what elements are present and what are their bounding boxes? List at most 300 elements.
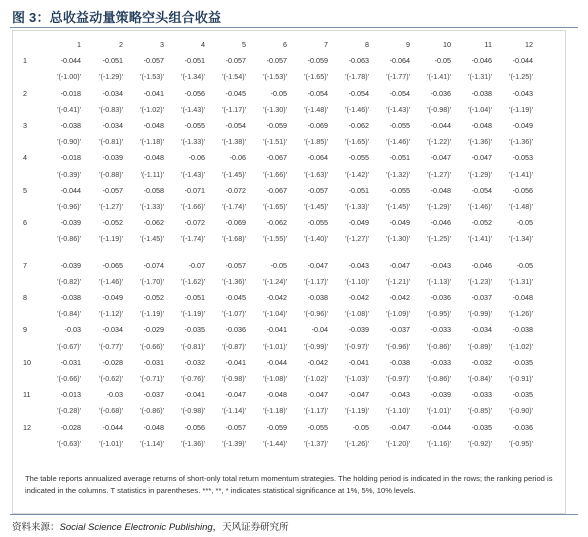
- tstat-cell: '(-1.43)': [386, 104, 410, 114]
- table-row: [13, 183, 565, 199]
- tstat-cell: '(-0.90)': [57, 137, 81, 147]
- cell-pad: [533, 322, 565, 338]
- cell-pad: [533, 420, 565, 436]
- return-cell: -0.045: [225, 293, 246, 303]
- return-cell: -0.054: [389, 88, 410, 98]
- return-cell: -0.036: [225, 325, 246, 335]
- cell-pad: [533, 387, 565, 403]
- tstat-cell: '(-1.46)': [386, 137, 410, 147]
- return-cell: -0.059: [266, 121, 287, 131]
- cell-pad: [533, 403, 565, 419]
- return-cell: -0.048: [143, 121, 164, 131]
- cell-pad: [533, 371, 565, 387]
- tstat-cell: '(-0.76)': [181, 374, 205, 384]
- return-cell: -0.044: [266, 357, 287, 367]
- return-cell: -0.044: [430, 121, 451, 131]
- return-cell: -0.049: [102, 293, 123, 303]
- row-label: 1: [23, 56, 27, 66]
- tstat-cell: '(-1.14)': [140, 438, 164, 448]
- tstat-cell: '(-0.97)': [386, 374, 410, 384]
- row-label-blank: [13, 339, 43, 355]
- tstat-cell: '(-1.33)': [345, 202, 369, 212]
- return-cell: -0.048: [143, 153, 164, 163]
- tstat-cell: '(-1.41)': [468, 234, 492, 244]
- tstat-cell: '(-1.44)': [263, 438, 287, 448]
- tstat-cell: '(-0.81)': [99, 137, 123, 147]
- tstat-cell: '(-1.37)': [304, 438, 328, 448]
- column-header: 6: [283, 40, 287, 49]
- tstat-cell: '(-1.16)': [427, 438, 451, 448]
- return-cell: -0.038: [471, 88, 492, 98]
- tstat-cell: '(-0.87)': [222, 341, 246, 351]
- return-cell: -0.064: [307, 153, 328, 163]
- return-cell: -0.06: [229, 153, 246, 163]
- return-cell: -0.036: [512, 422, 533, 432]
- return-cell: -0.036: [430, 293, 451, 303]
- tstat-row: [13, 403, 565, 419]
- tstat-cell: '(-0.95)': [427, 309, 451, 319]
- table-row: [13, 387, 565, 403]
- tstat-cell: '(-1.18)': [140, 137, 164, 147]
- return-cell: -0.05: [352, 422, 369, 432]
- cell-pad: [533, 290, 565, 306]
- source-journal: Social Science Electronic Publishing: [59, 522, 213, 533]
- return-cell: -0.042: [389, 293, 410, 303]
- tstat-cell: '(-1.29)': [468, 169, 492, 179]
- tstat-cell: '(-1.45)': [304, 202, 328, 212]
- tstat-cell: '(-1.45)': [140, 234, 164, 244]
- tstat-cell: '(-0.86)': [427, 341, 451, 351]
- tstat-cell: '(-1.19)': [345, 406, 369, 416]
- column-header: 9: [406, 40, 410, 49]
- return-cell: -0.03: [106, 390, 123, 400]
- return-cell: -0.05: [270, 88, 287, 98]
- tstat-cell: '(-1.03)': [345, 374, 369, 384]
- return-cell: -0.055: [307, 422, 328, 432]
- return-cell: -0.047: [225, 390, 246, 400]
- tstat-cell: '(-0.86)': [57, 234, 81, 244]
- return-cell: -0.039: [348, 325, 369, 335]
- table-figure: [12, 30, 566, 514]
- return-cell: -0.034: [102, 121, 123, 131]
- tstat-cell: '(-0.95)': [509, 438, 533, 448]
- return-cell: -0.062: [348, 121, 369, 131]
- tstat-cell: '(-1.13)': [427, 276, 451, 286]
- tstat-cell: '(-1.36)': [222, 276, 246, 286]
- return-cell: -0.05: [434, 56, 451, 66]
- return-cell: -0.034: [471, 325, 492, 335]
- return-cell: -0.05: [516, 260, 533, 270]
- tstat-cell: '(-1.27)': [99, 202, 123, 212]
- cell-pad: [533, 167, 565, 183]
- tstat-cell: '(-1.25)': [427, 234, 451, 244]
- tstat-cell: '(-1.48)': [304, 104, 328, 114]
- tstat-cell: '(-0.98)': [427, 104, 451, 114]
- return-cell: -0.055: [389, 121, 410, 131]
- tstat-cell: '(-0.91)': [509, 374, 533, 384]
- row-label: 4: [23, 153, 27, 163]
- cell-pad: [533, 215, 565, 231]
- return-cell: -0.043: [430, 260, 451, 270]
- row-label-blank: [13, 167, 43, 183]
- tstat-cell: '(-1.10)': [345, 276, 369, 286]
- return-cell: -0.044: [102, 422, 123, 432]
- return-cell: -0.057: [225, 260, 246, 270]
- column-header: 2: [119, 40, 123, 49]
- return-cell: -0.041: [184, 390, 205, 400]
- cell-pad: [533, 118, 565, 134]
- tstat-cell: '(-1.68)': [222, 234, 246, 244]
- return-cell: -0.037: [143, 390, 164, 400]
- return-cell: -0.051: [389, 153, 410, 163]
- return-cell: -0.055: [348, 153, 369, 163]
- tstat-cell: '(-1.38)': [222, 137, 246, 147]
- tstat-cell: '(-1.78)': [345, 72, 369, 82]
- return-cell: -0.038: [60, 121, 81, 131]
- tstat-cell: '(-1.25)': [509, 72, 533, 82]
- tstat-cell: '(-1.65)': [345, 137, 369, 147]
- column-header: 3: [160, 40, 164, 49]
- tstat-cell: '(-1.66)': [263, 169, 287, 179]
- tstat-row: [13, 339, 565, 355]
- row-label: 7: [23, 260, 27, 270]
- return-cell: -0.069: [307, 121, 328, 131]
- tstat-cell: '(-0.88)': [99, 169, 123, 179]
- table-row: [13, 150, 565, 166]
- table-row: [13, 420, 565, 436]
- tstat-cell: '(-0.28)': [57, 406, 81, 416]
- return-cell: -0.051: [184, 56, 205, 66]
- tstat-cell: '(-1.66)': [181, 202, 205, 212]
- row-label-blank: [13, 306, 43, 322]
- return-cell: -0.035: [512, 390, 533, 400]
- tstat-cell: '(-0.71)': [140, 374, 164, 384]
- table-row: [13, 290, 565, 306]
- tstat-cell: '(-1.36)': [181, 438, 205, 448]
- return-cell: -0.028: [102, 357, 123, 367]
- tstat-cell: '(-1.53)': [263, 72, 287, 82]
- tstat-cell: '(-1.26)': [509, 309, 533, 319]
- tstat-cell: '(-0.83)': [99, 104, 123, 114]
- table-note: The table reports annualized average returns of short-only total return momentum strategies. The holding period is indicated in the rows; the ranking period is indicated in the columns. T statistics in parentheses. ***, **, * indicates statistical significance at 1%, 5%, 10% levels.: [25, 474, 553, 495]
- tstat-cell: '(-1.02)': [304, 374, 328, 384]
- tstat-cell: '(-1.46)': [99, 276, 123, 286]
- group-spacer: [13, 248, 565, 258]
- tstat-cell: '(-0.98)': [181, 406, 205, 416]
- return-cell: -0.042: [348, 293, 369, 303]
- return-cell: -0.048: [143, 422, 164, 432]
- tstat-cell: '(-1.07)': [222, 309, 246, 319]
- tstat-cell: '(-1.48)': [509, 202, 533, 212]
- tstat-cell: '(-1.00)': [57, 72, 81, 82]
- source-line: [12, 519, 289, 533]
- return-cell: -0.06: [188, 153, 205, 163]
- row-label-blank: [13, 371, 43, 387]
- tstat-cell: '(-1.46)': [468, 202, 492, 212]
- tstat-cell: '(-1.02)': [140, 104, 164, 114]
- tstat-cell: '(-1.74)': [222, 202, 246, 212]
- return-cell: -0.048: [471, 121, 492, 131]
- column-header: 7: [324, 40, 328, 49]
- row-label-blank: [13, 436, 43, 452]
- tstat-row: [13, 69, 565, 85]
- tstat-row: [13, 167, 565, 183]
- tstat-cell: '(-1.12)': [99, 309, 123, 319]
- return-cell: -0.013: [60, 390, 81, 400]
- row-label-blank: [13, 274, 43, 290]
- return-cell: -0.047: [307, 390, 328, 400]
- return-cell: -0.041: [225, 357, 246, 367]
- tstat-row: [13, 274, 565, 290]
- return-cell: -0.067: [266, 153, 287, 163]
- tstat-cell: '(-0.66)': [57, 374, 81, 384]
- return-cell: -0.069: [225, 218, 246, 228]
- tstat-cell: '(-1.39)': [222, 438, 246, 448]
- return-cell: -0.052: [102, 218, 123, 228]
- return-cell: -0.051: [184, 293, 205, 303]
- tstat-cell: '(-1.55)': [263, 234, 287, 244]
- cell-pad: [533, 183, 565, 199]
- tstat-cell: '(-0.81)': [181, 341, 205, 351]
- return-cell: -0.044: [512, 56, 533, 66]
- column-header-row: [13, 37, 565, 53]
- spacer-cell: [43, 248, 81, 258]
- return-cell: -0.031: [143, 357, 164, 367]
- figure-title: 图 3：总收益动量策略空头组合收益: [12, 10, 222, 25]
- row-label: 11: [23, 390, 31, 400]
- tstat-cell: '(-0.85)': [468, 406, 492, 416]
- tstat-row: [13, 306, 565, 322]
- cell-pad: [533, 355, 565, 371]
- return-cell: -0.038: [60, 293, 81, 303]
- tstat-cell: '(-0.96)': [386, 341, 410, 351]
- return-cell: -0.049: [348, 218, 369, 228]
- cell-pad: [533, 339, 565, 355]
- table-row: [13, 322, 565, 338]
- tstat-cell: '(-0.90)': [509, 406, 533, 416]
- return-cell: -0.018: [60, 153, 81, 163]
- tstat-cell: '(-0.63)': [57, 438, 81, 448]
- tstat-cell: '(-0.92)': [468, 438, 492, 448]
- return-cell: -0.063: [348, 56, 369, 66]
- tstat-cell: '(-1.65)': [304, 72, 328, 82]
- cell-pad: [533, 258, 565, 274]
- spacer-cell: [492, 248, 533, 258]
- cell-pad: [533, 69, 565, 85]
- tstat-cell: '(-0.82)': [57, 276, 81, 286]
- return-cell: -0.041: [143, 88, 164, 98]
- column-header: 11: [484, 40, 492, 49]
- tstat-row: [13, 102, 565, 118]
- tstat-cell: '(-1.30)': [386, 234, 410, 244]
- tstat-cell: '(-1.24)': [263, 276, 287, 286]
- tstat-cell: '(-1.36)': [509, 137, 533, 147]
- return-cell: -0.044: [430, 422, 451, 432]
- tstat-cell: '(-1.08)': [263, 374, 287, 384]
- tstat-cell: '(-0.62)': [99, 374, 123, 384]
- return-cell: -0.05: [270, 260, 287, 270]
- tstat-cell: '(-1.62)': [181, 276, 205, 286]
- return-cell: -0.033: [430, 357, 451, 367]
- return-cell: -0.034: [102, 325, 123, 335]
- return-cell: -0.055: [184, 121, 205, 131]
- return-cell: -0.072: [225, 185, 246, 195]
- row-label-blank: [13, 134, 43, 150]
- tstat-cell: '(-0.97)': [345, 341, 369, 351]
- tstat-cell: '(-0.96)': [304, 309, 328, 319]
- row-label-blank: [13, 102, 43, 118]
- return-cell: -0.048: [430, 185, 451, 195]
- return-cell: -0.043: [389, 390, 410, 400]
- spacer-cell: [328, 248, 369, 258]
- return-cell: -0.051: [102, 56, 123, 66]
- return-cell: -0.039: [430, 390, 451, 400]
- row-label: 12: [23, 422, 31, 432]
- tstat-cell: '(-1.31)': [468, 72, 492, 82]
- return-cell: -0.038: [307, 293, 328, 303]
- tstat-cell: '(-1.51)': [263, 137, 287, 147]
- tstat-cell: '(-1.18)': [263, 406, 287, 416]
- row-label: 3: [23, 121, 27, 131]
- tstat-cell: '(-1.43)': [181, 104, 205, 114]
- return-cell: -0.054: [307, 88, 328, 98]
- tstat-cell: '(-1.17)': [304, 276, 328, 286]
- return-cell: -0.041: [348, 357, 369, 367]
- tstat-cell: '(-0.99)': [468, 309, 492, 319]
- tstat-cell: '(-1.41)': [509, 169, 533, 179]
- tstat-row: [13, 231, 565, 247]
- tstat-cell: '(-1.29)': [99, 72, 123, 82]
- tstat-cell: '(-1.30)': [263, 104, 287, 114]
- return-cell: -0.047: [389, 422, 410, 432]
- spacer-cell: [533, 248, 565, 258]
- tstat-cell: '(-1.23)': [468, 276, 492, 286]
- return-cell: -0.018: [60, 88, 81, 98]
- return-cell: -0.056: [184, 88, 205, 98]
- return-cell: -0.046: [430, 218, 451, 228]
- tstat-cell: '(-1.01)': [263, 341, 287, 351]
- return-cell: -0.045: [225, 88, 246, 98]
- tstat-cell: '(-0.77)': [99, 341, 123, 351]
- return-cell: -0.035: [512, 357, 533, 367]
- cell-pad: [533, 436, 565, 452]
- return-cell: -0.071: [184, 185, 205, 195]
- return-cell: -0.056: [184, 422, 205, 432]
- table-row: [13, 215, 565, 231]
- spacer-cell: [287, 248, 328, 258]
- tstat-cell: '(-1.04)': [468, 104, 492, 114]
- column-header: 10: [443, 40, 451, 49]
- row-label: 6: [23, 218, 27, 228]
- spacer-cell: [369, 248, 410, 258]
- return-cell: -0.031: [60, 357, 81, 367]
- bottom-rule: [10, 514, 578, 515]
- return-cell: -0.057: [225, 422, 246, 432]
- tstat-cell: '(-1.17)': [222, 104, 246, 114]
- tstat-cell: '(-1.21)': [386, 276, 410, 286]
- return-cell: -0.047: [348, 390, 369, 400]
- return-cell: -0.044: [60, 185, 81, 195]
- tstat-cell: '(-1.31)': [509, 276, 533, 286]
- return-cell: -0.029: [143, 325, 164, 335]
- tstat-cell: '(-1.11)': [140, 169, 164, 179]
- tstat-cell: '(-1.77)': [386, 72, 410, 82]
- tstat-cell: '(-1.63)': [304, 169, 328, 179]
- row-label: 9: [23, 325, 27, 335]
- cell-pad: [533, 53, 565, 69]
- return-cell: -0.032: [184, 357, 205, 367]
- return-cell: -0.05: [516, 218, 533, 228]
- tstat-cell: '(-1.32)': [386, 169, 410, 179]
- row-label-blank: [13, 199, 43, 215]
- tstat-cell: '(-1.33)': [181, 137, 205, 147]
- tstat-row: [13, 199, 565, 215]
- tstat-cell: '(-0.39)': [57, 169, 81, 179]
- row-label: 8: [23, 293, 27, 303]
- row-label: 10: [23, 357, 31, 367]
- tstat-cell: '(-0.67)': [57, 341, 81, 351]
- return-cell: -0.038: [512, 325, 533, 335]
- tstat-cell: '(-1.02)': [509, 341, 533, 351]
- return-cell: -0.07: [188, 260, 205, 270]
- tstat-cell: '(-1.46)': [345, 104, 369, 114]
- return-cell: -0.046: [471, 260, 492, 270]
- return-cell: -0.074: [143, 260, 164, 270]
- tstat-cell: '(-1.45)': [386, 202, 410, 212]
- tstat-cell: '(-1.19)': [181, 309, 205, 319]
- return-cell: -0.035: [184, 325, 205, 335]
- return-cell: -0.048: [512, 293, 533, 303]
- return-cell: -0.055: [389, 185, 410, 195]
- tstat-cell: '(-1.42)': [345, 169, 369, 179]
- tstat-cell: '(-1.34)': [509, 234, 533, 244]
- tstat-cell: '(-1.45)': [222, 169, 246, 179]
- return-cell: -0.057: [102, 185, 123, 195]
- return-cell: -0.049: [512, 121, 533, 131]
- return-cell: -0.059: [307, 56, 328, 66]
- tstat-cell: '(-0.84)': [468, 374, 492, 384]
- return-cell: -0.048: [266, 390, 287, 400]
- spacer-cell: [81, 248, 123, 258]
- return-cell: -0.051: [348, 185, 369, 195]
- cell-pad: [533, 86, 565, 102]
- return-cell: -0.033: [430, 325, 451, 335]
- return-cell: -0.039: [102, 153, 123, 163]
- tstat-cell: '(-0.68)': [99, 406, 123, 416]
- tstat-cell: '(-1.04)': [263, 309, 287, 319]
- tstat-cell: '(-0.84)': [57, 309, 81, 319]
- return-cell: -0.052: [143, 293, 164, 303]
- return-cell: -0.035: [471, 422, 492, 432]
- return-cell: -0.052: [471, 218, 492, 228]
- return-cell: -0.072: [184, 218, 205, 228]
- spacer-cell: [13, 248, 43, 258]
- return-cell: -0.057: [225, 56, 246, 66]
- source-suffix: ，天风证券研究所: [212, 522, 289, 533]
- column-header: 1: [77, 40, 81, 49]
- return-cell: -0.03: [64, 325, 81, 335]
- return-cell: -0.034: [102, 88, 123, 98]
- tstat-cell: '(-1.53)': [140, 72, 164, 82]
- return-cell: -0.047: [471, 153, 492, 163]
- tstat-cell: '(-1.01)': [427, 406, 451, 416]
- cell-pad: [533, 150, 565, 166]
- tstat-cell: '(-1.22)': [427, 137, 451, 147]
- tstat-row: [13, 436, 565, 452]
- tstat-cell: '(-1.19)': [509, 104, 533, 114]
- return-cell: -0.043: [512, 88, 533, 98]
- return-cell: -0.036: [430, 88, 451, 98]
